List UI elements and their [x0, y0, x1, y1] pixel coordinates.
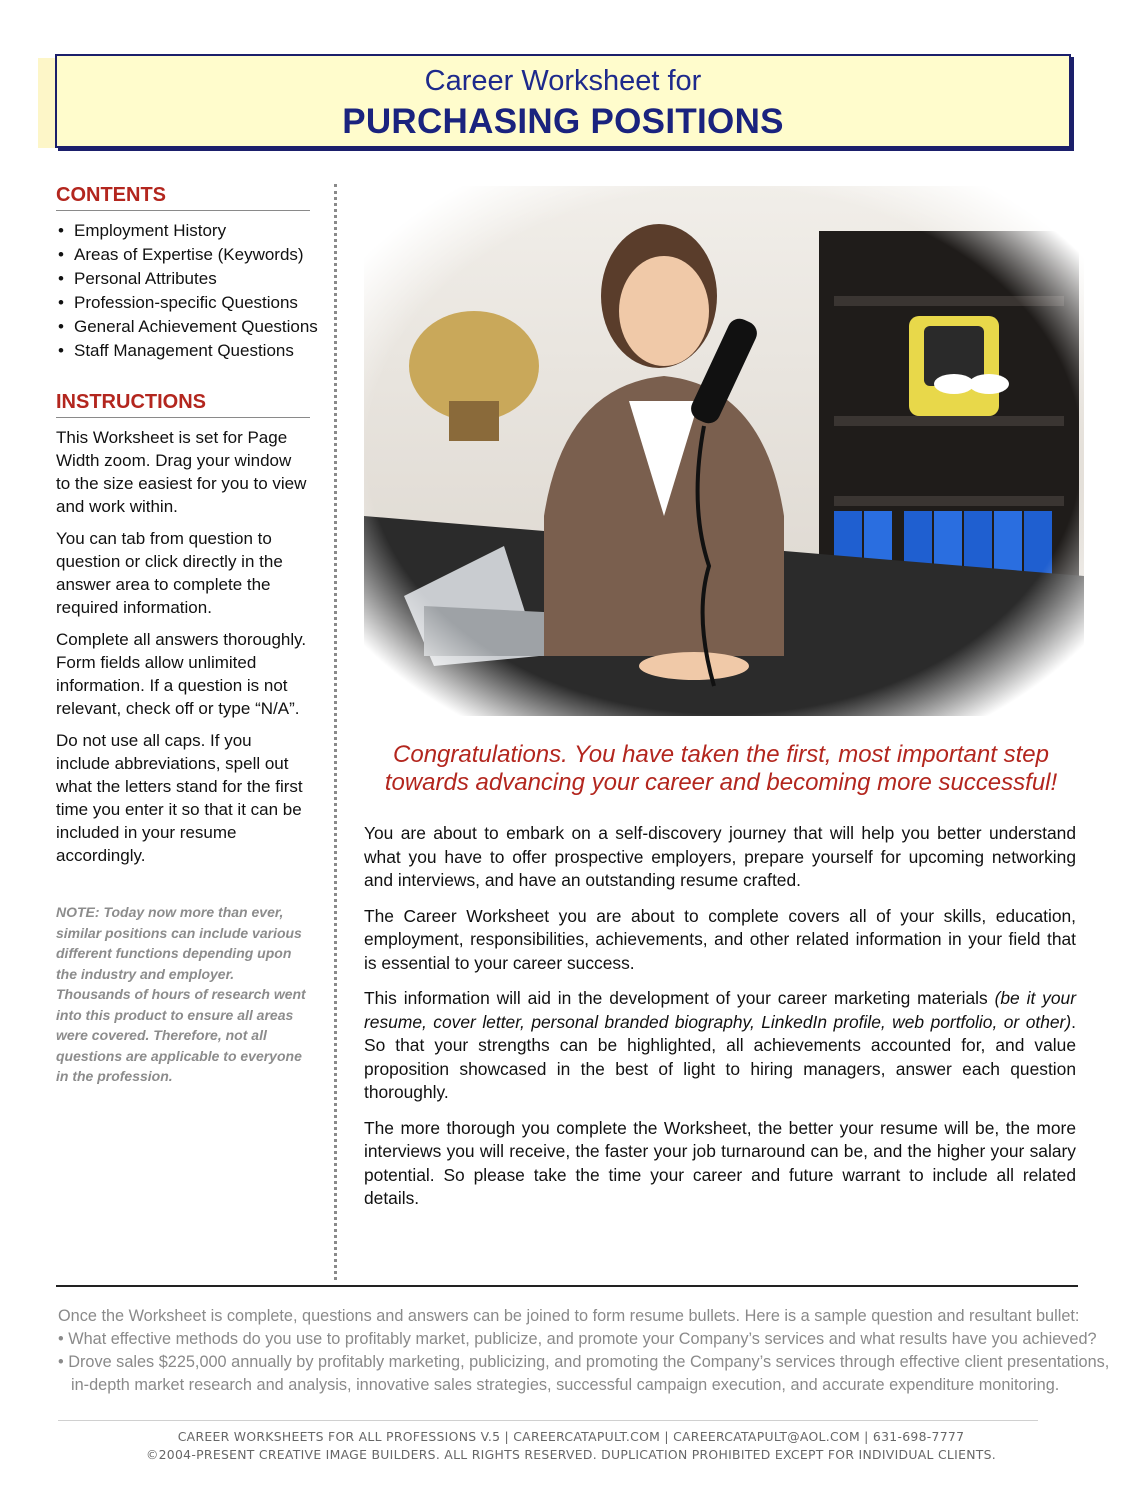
header-banner [55, 54, 1071, 148]
congrats-line-1: Congratulations. You have taken the first, most important step [393, 741, 1049, 768]
materials-examples: (be it your resume, cover letter, personal branded biography, LinkedIn profile, web portfolio, or other) [364, 988, 1076, 1032]
bullet-icon: • [58, 245, 64, 264]
header-accent-bar [38, 58, 56, 148]
sidebar [56, 184, 318, 1087]
column-divider [334, 184, 337, 1280]
intro-text [364, 822, 1076, 1223]
instructions [56, 426, 310, 867]
bullet-icon: • [58, 341, 64, 360]
instruction-paragraph: Do not use all caps. If you include abbreviations, spell out what the letters stand for the first time you enter it so that it can be included in your resume accordingly. [56, 731, 303, 865]
footer-copyright-line: ©2004-PRESENT CREATIVE IMAGE BUILDERS. ALL RIGHTS RESERVED. DUPLICATION PROHIBITED EXCEPT FOR INDIVIDUAL CLIENTS. [145, 1447, 997, 1462]
instruction-paragraph: You can tab from question to question or click directly in the answer area to complete the required information. [56, 529, 283, 617]
contents-item[interactable]: • Personal Attributes [56, 267, 310, 291]
contents-item[interactable]: • Staff Management Questions [56, 339, 310, 363]
sample-question: • What effective methods do you use to profitably market, publicize, and promote your Company’s services and what results have you achieved? [58, 1330, 1097, 1348]
intro-paragraph-1: You are about to embark on a self-discovery journey that will help you better understand what you have to offer prospective employers, prepare yourself for upcoming networking and interviews, and have an outstanding resume crafted. [364, 823, 1076, 890]
footer [0, 1428, 1142, 1464]
contents-item[interactable]: • General Achievement Questions [56, 315, 310, 339]
footer-divider [58, 1420, 1038, 1421]
note [56, 902, 310, 1087]
sample-bullet-line-1: • Drove sales $225,000 annually by profitably marketing, publicizing, and promoting the Company’s services through effective client presentations, [58, 1353, 1110, 1371]
sample-bullet-line-2: in-depth market research and analysis, innovative sales strategies, successful campaign execution, and accurate expenditure monitoring. [71, 1376, 1060, 1394]
note-label: NOTE: [56, 904, 100, 920]
page-title: PURCHASING POSITIONS [342, 102, 784, 141]
office-photo [364, 186, 1084, 716]
sample-bullet-section [58, 1305, 1110, 1397]
instruction-paragraph: Complete all answers thoroughly. Form fields allow unlimited information. If a question is not relevant, check off or type “N/A”. [56, 630, 307, 718]
intro-paragraph-3: This information will aid in the development of your career marketing materials (be it your resume, cover letter, personal branded biography, LinkedIn profile, web portfolio, or other). So that your strengths can be highlighted, all achievements accounted for, and value proposition showcased in the best of light to hiring managers, answer each question thoroughly. [364, 988, 1076, 1102]
bullet-icon: • [58, 317, 64, 336]
contents-item[interactable]: • Areas of Expertise (Keywords) [56, 243, 310, 267]
congrats-line-2: towards advancing your career and becoming more successful! [384, 769, 1058, 796]
instruction-paragraph: This Worksheet is set for Page Width zoom. Drag your window to the size easiest for you to view and work within. [56, 428, 307, 516]
intro-paragraph-2: The Career Worksheet you are about to complete covers all of your skills, education, employment, responsibilities, achievements, and other related information in your field that is essential to your career success. [364, 905, 1076, 973]
section-divider [56, 1285, 1078, 1287]
contents-list [56, 219, 318, 363]
note-text: Today now more than ever, similar positions can include various different functions depending upon the industry and employer. Thousands of hours of research went into this product to ensure all areas were covered. Therefore, not all questions are applicable to everyone in the profession. [56, 904, 306, 1084]
sample-intro: Once the Worksheet is complete, questions and answers can be joined to form resume bullets. Here is a sample question and resultant bullet: [58, 1307, 1080, 1325]
footer-contact-line: CAREER WORKSHEETS FOR ALL PROFESSIONS V.5 | CAREERCATAPULT.COM | CAREERCATAPULT@AOL.COM | 631-698-7777 [177, 1429, 965, 1444]
contents-item[interactable]: • Profession-specific Questions [56, 291, 310, 315]
bullet-icon: • [58, 293, 64, 312]
intro-paragraph-4: The more thorough you complete the Worksheet, the better your resume will be, the more interviews you will receive, the faster your job turnaround can be, and the higher your salary potential. So please take the time your career and future warrant to include all related details. [364, 1117, 1076, 1208]
instructions-heading: INSTRUCTIONS [56, 391, 310, 418]
congratulations-message [364, 741, 1078, 797]
contents-heading: CONTENTS [56, 184, 310, 211]
bullet-icon: • [58, 269, 64, 288]
contents-item[interactable]: • Employment History [56, 219, 310, 243]
bullet-icon: • [58, 221, 64, 240]
header-subtitle: Career Worksheet for [424, 65, 702, 97]
